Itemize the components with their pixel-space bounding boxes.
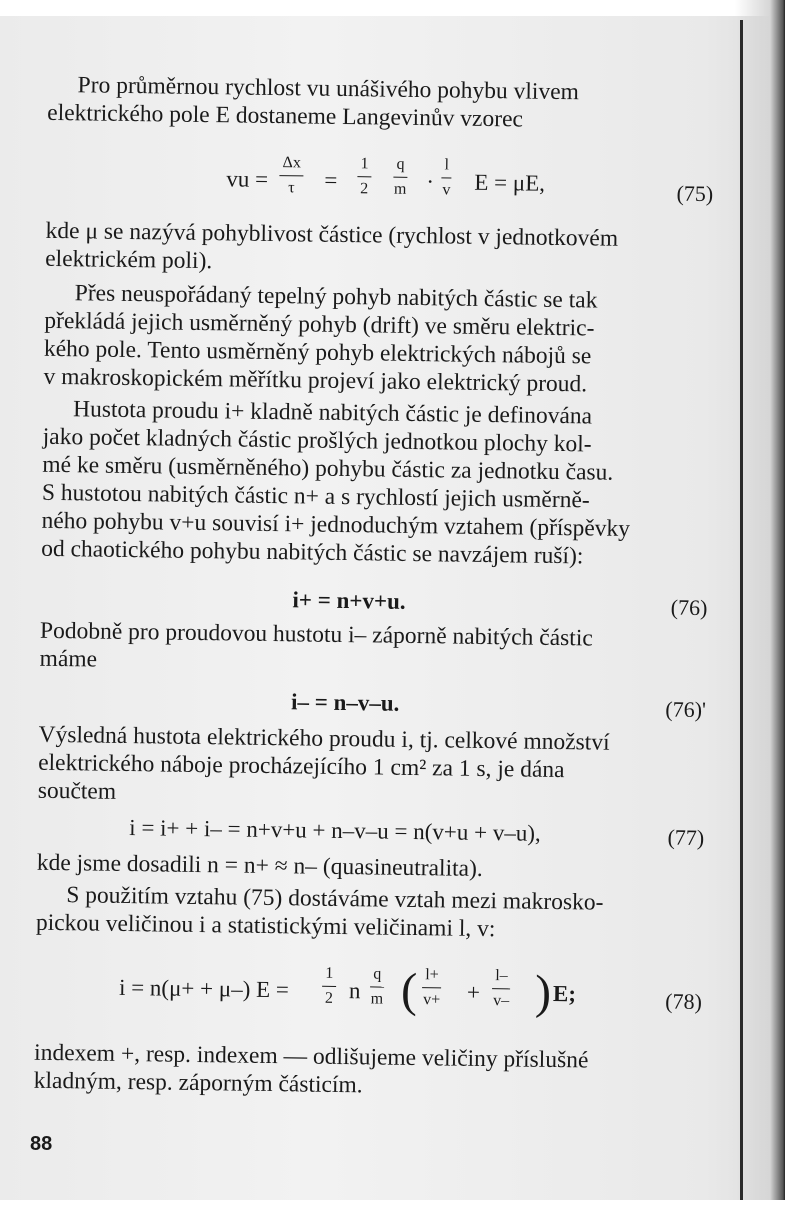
text-line: kladným, resp. záporným částicím. xyxy=(33,1067,363,1099)
eq-body: i+ = n+v+u. xyxy=(292,587,406,614)
text-line: Podobně pro proudovou hustotu i– záporně nabitých částic xyxy=(39,617,593,652)
text-line: Výsledná hustota elektrického proudu i, tj. celkové množství xyxy=(38,721,610,756)
text-line: od chaotického pohybu nabitých částic se navzájem ruší): xyxy=(40,535,584,570)
eq-body: i = i+ + i– = n+v+u + n–v–u = n(v+u + v–u), xyxy=(129,815,541,846)
fraction: $\frac{\Delta x}{\tau}$ xyxy=(279,151,304,200)
text-line: překládá jejich usměrněný pohyb (drift) ve směru elektric- xyxy=(44,307,595,342)
text-line: v makroskopickém měřítku projeví jako elektrický proud. xyxy=(43,363,588,398)
text-line: součtem xyxy=(37,777,117,805)
text-line: kého pole. Tento usměrněný pohyb elektrických nábojů se xyxy=(43,335,592,370)
fraction: $\frac{l-}{v-}$ xyxy=(492,964,511,1013)
fraction: $\frac{1}{2}$ xyxy=(357,152,372,201)
equation-label: (76) xyxy=(670,594,708,621)
fraction: $\frac{q}{m}$ xyxy=(393,153,408,202)
text-line: jako počet kladných částic prošlých jednotkou plochy kol- xyxy=(42,423,592,458)
fraction: $\frac{l}{v}$ xyxy=(441,153,452,202)
equation-78: i = n(μ+ + μ–) E = $\frac{1}{2}$ n $\frac{q}{m}$ ( $\frac{l+}{v+}$ + $\frac{l-}{v-}$ ) E; (78) xyxy=(0,955,772,1030)
equation-75: vu = $\frac{\Delta x}{\tau}$ = $\frac{1}{2}$ $\frac{q}{m}$ · $\frac{l}{v}$ E = μE, (75) xyxy=(0,145,784,220)
text-line: máme xyxy=(39,645,98,673)
text-line: pickou veličinou i a statistickými veličinami l, v: xyxy=(35,909,496,943)
equation-label: (75) xyxy=(676,180,714,207)
text-line: elektrickém poli). xyxy=(45,245,213,275)
text-line: mé ke směru (usměrněného) pohybu částic za jednotku času. xyxy=(42,451,614,486)
text-line: Hustota proudu i+ kladně nabitých částic je definována xyxy=(72,396,593,430)
eq-body: i– = n–v–u. xyxy=(290,689,400,716)
text-line: elektrického pole E dostaneme Langevinův vzorec xyxy=(47,99,524,133)
text-line: kde jsme dosadili n = n+ ≈ n– (quasineutralita). xyxy=(36,849,483,882)
equation-label: (77) xyxy=(667,824,705,851)
fraction: $\frac{q}{m}$ xyxy=(370,962,385,1011)
equation-label: (78) xyxy=(665,988,703,1015)
fraction: $\frac{1}{2}$ xyxy=(322,962,337,1011)
eq-lhs: vu = xyxy=(226,166,269,192)
eq-lhs: i = n(μ+ + μ–) E = xyxy=(118,974,290,1003)
text-line: indexem +, resp. indexem — odlišujeme veličiny příslušné xyxy=(33,1039,589,1074)
text-line: S použitím vztahu (75) dostáváme vztah mezi makrosko- xyxy=(66,882,604,916)
text-line: kde μ se nazývá pohyblivost částice (rychlost v jednotkovém xyxy=(45,217,619,252)
text-line: Pro průměrnou rychlost vu unášivého pohybu vlivem xyxy=(77,72,580,106)
text-line: elektrického náboje procházejícího 1 cm² za 1 s, je dána xyxy=(38,749,565,784)
equation-label: (76)' xyxy=(665,696,707,723)
text-line: ného pohybu v+u souvisí i+ jednoduchým vztahem (příspěvky xyxy=(41,507,631,543)
page-number: 88 xyxy=(30,1133,53,1155)
text-line: S hustotou nabitých částic n+ a s rychlostí jejich usměrně- xyxy=(41,479,590,514)
text-line: Přes neuspořádaný tepelný pohyb nabitých částic se tak xyxy=(74,280,598,314)
fraction: $\frac{l+}{v+}$ xyxy=(422,963,442,1012)
